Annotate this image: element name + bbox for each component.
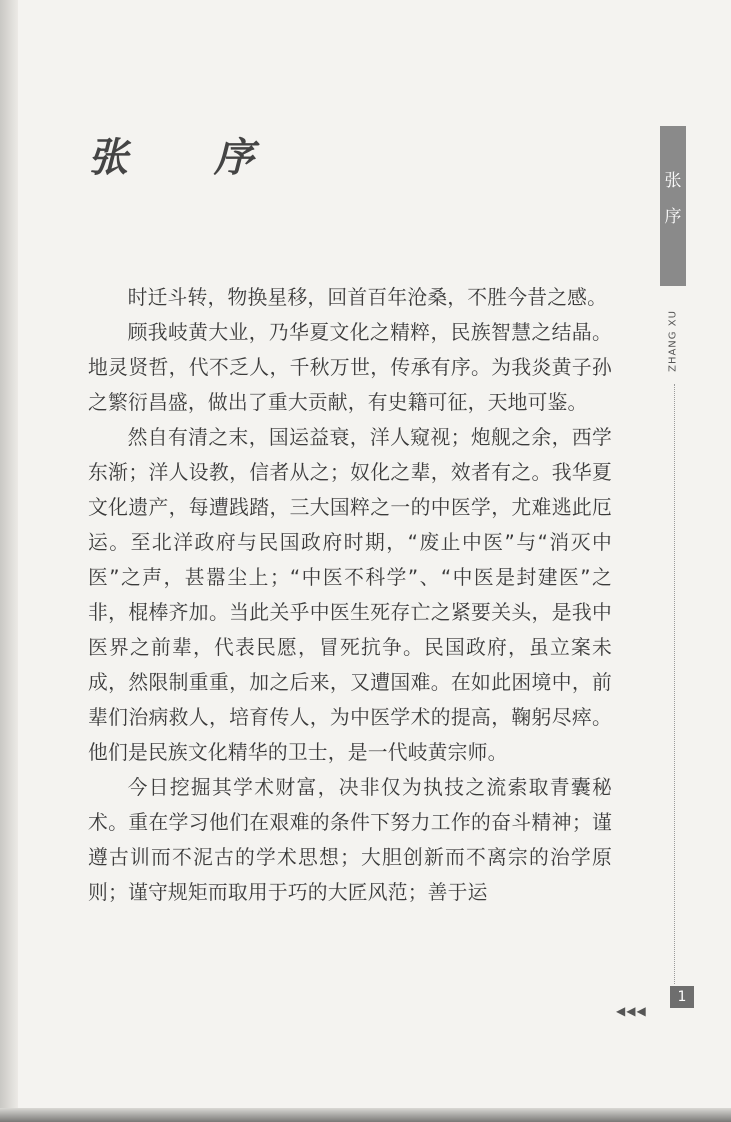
side-tab-char-2: 序 [664, 207, 682, 227]
paragraph-1: 时迁斗转，物换星移，回首百年沧桑，不胜今昔之感。 [127, 286, 608, 309]
paragraph-2: 顾我岐黄大业，乃华夏文化之精粹，民族智慧之结晶。地灵贤哲，代不乏人，千秋万世，传承有序。为我炎黄子孙之繁衍昌盛，做出了重大贡献，有史籍可征，天地可鉴。 [88, 321, 612, 414]
page-edge-left [0, 0, 18, 1122]
page-edge-bottom [0, 1108, 731, 1122]
page-title: 张 序 [88, 134, 290, 181]
paragraph-3: 然自有清之末，国运益衰，洋人窥视；炮舰之余，西学东渐；洋人设教，信者从之；奴化之辈，效者有之。我华夏文化遗产，每遭践踏，三大国粹之一的中医学，尤难逃此厄运。至北洋政府与民国政府时期，“废止中医”与“消灭中医”之声，甚嚣尘上；“中医不科学”、“中医是封建医”之非，棍棒齐加。当此关乎中医生死存亡之紧要关头，是我中医界之前辈，代表民愿，冒死抗争。民国政府，虽立案未成，然限制重重，加之后来，又遭国难。在如此困境中，前辈们治病救人，培育传人，为中医学术的提高，鞠躬尽瘁。他们是民族文化精华的卫士，是一代岐黄宗师。 [88, 426, 612, 764]
chapter-side-tab [660, 126, 686, 286]
paragraph-4: 今日挖掘其学术财富，决非仅为执技之流索取青囊秘术。重在学习他们在艰难的条件下努力工作的奋斗精神；谨遵古训而不泥古的学术思想；大胆创新而不离宗的治学原则；谨守规矩而取用于巧的大匠风范；善于运 [88, 776, 612, 904]
side-tab-char-1: 张 [664, 171, 682, 191]
side-tab-latin-text: ZHANG XU [667, 310, 679, 372]
body-text [88, 280, 612, 910]
nav-arrows-icon: ◀◀◀ [616, 1004, 647, 1018]
side-tab-latin [658, 306, 688, 376]
page-number: 1 [670, 986, 694, 1008]
margin-dotted-line [674, 384, 675, 984]
